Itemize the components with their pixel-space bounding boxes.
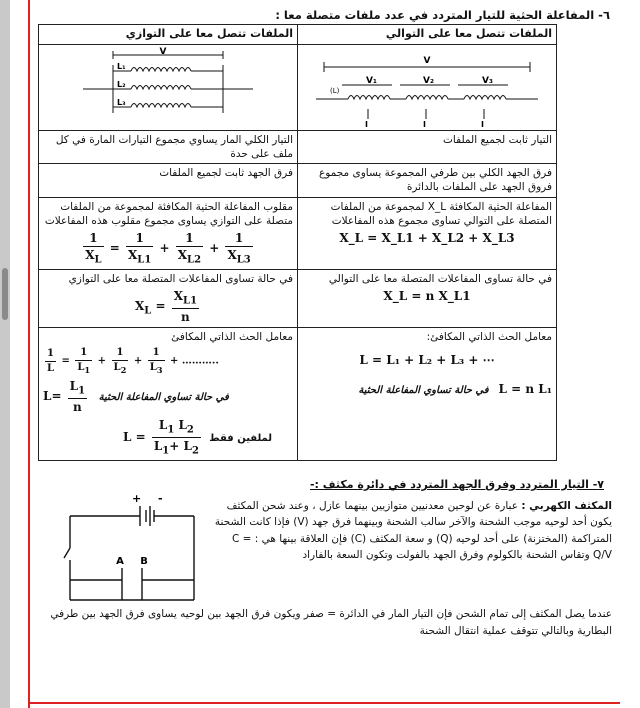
scrollbar-thumb[interactable] bbox=[2, 268, 8, 320]
reactance-series-text: المفاعلة الحثية المكافئة X_L لمجموعة من الملفات المتصلة على التوالي تساوى مجموع هذه المفاعلات bbox=[330, 200, 552, 227]
parallel-diagram-cell bbox=[39, 44, 298, 130]
label-L3: L₃ bbox=[117, 97, 126, 107]
battery-plus: + bbox=[132, 492, 142, 505]
equal-parallel-text: في حالة تساوى المفاعلات المتصلة معا على التوازي bbox=[68, 272, 293, 285]
voltage-series: فرق الجهد الكلي بين طرفي المجموعة يساوى مجموع فروق الجهد على الملفات بالدائرة bbox=[298, 164, 557, 197]
equal-series-cell bbox=[298, 269, 557, 327]
inductance-parallel-cell: معامل الحث الذاتي المكافئ $\frac{1}{L}$ = $\frac{1}{L_1}$ + $\frac{1}{L_2}$ + $\frac{1}{L_3}$ + ……….. L= $\frac{L_1}{n}$ في حالة تساوي المفاعلة الحثية L = $\frac{L_1 L_2}{L_1+ L_2}$ لملفين فقط bbox=[39, 328, 298, 461]
header-parallel: الملفات تتصل معا على التوازي bbox=[39, 25, 298, 45]
series-diagram-cell bbox=[298, 44, 557, 130]
label-Vp: V bbox=[159, 46, 167, 57]
inductance-parallel-eq: $\frac{1}{L}$ = $\frac{1}{L_1}$ + $\frac{1}{L_2}$ + $\frac{1}{L_3}$ + ……….. bbox=[47, 347, 219, 375]
inductance-series-note: في حالة تساوي المفاعلة الحثية bbox=[358, 384, 489, 396]
reactance-series-cell bbox=[298, 197, 557, 269]
reactance-parallel-cell bbox=[39, 197, 298, 269]
capacitor-circuit bbox=[62, 488, 202, 608]
page-border-bottom bbox=[28, 702, 620, 704]
label-V: V bbox=[423, 55, 431, 66]
reactance-parallel-eq: $\frac{1}{X_L}$ = $\frac{1}{X_{L1}}$ + $\frac{1}{X_{L2}}$ + $\frac{1}{X_{L3}}$ bbox=[85, 230, 251, 266]
inductance-table bbox=[38, 24, 557, 461]
two-coils-note: لملفين فقط bbox=[209, 433, 273, 445]
equal-parallel-eq: $X_L$ = $\frac{X_{L1}}{n}$ bbox=[134, 289, 198, 325]
battery-minus: - bbox=[158, 492, 163, 505]
label-L1: L₁ bbox=[117, 61, 126, 71]
label-I3: I bbox=[481, 119, 484, 127]
inductance-series-label: معامل الحث الذاتي المكافئ: bbox=[426, 331, 552, 344]
label-L: (L) bbox=[330, 86, 340, 95]
inductance-series-cell bbox=[298, 328, 557, 461]
plate-B: B bbox=[140, 556, 148, 567]
current-series: التيار ثابت لجميع الملفات bbox=[298, 130, 557, 163]
equal-parallel-cell bbox=[39, 269, 298, 327]
label-I2: I bbox=[423, 119, 426, 127]
label-V2: V₂ bbox=[423, 75, 434, 86]
inductance-parallel-label: معامل الحث الذاتي المكافئ bbox=[171, 331, 293, 344]
voltage-parallel: فرق الجهد ثابت لجميع الملفات bbox=[39, 164, 298, 197]
inductance-series-eq2: L = n L₁ bbox=[498, 381, 552, 396]
section-6-title: ٦- المفاعلة الحثية للتيار المتردد في عدد ملفات متصلة معا : bbox=[275, 8, 610, 22]
reactance-parallel-text: مقلوب المفاعلة الحثية المكافئة لمجموعة من الملفات متصلة على التوازي يساوى مجموع مقلوب هذه المفاعلات bbox=[44, 200, 293, 227]
inductance-series-eq: L = L₁ + L₂ + L₃ + ⋯ bbox=[359, 353, 495, 368]
capacitor-label: المكثف الكهربي : bbox=[521, 500, 612, 512]
ellipsis: ……….. bbox=[181, 355, 219, 367]
scrollbar[interactable] bbox=[0, 0, 10, 708]
capacitor-charging-text: عندما يصل المكثف إلى تمام الشحن فإن التيار المار في الدائرة = صفر ويكون فرق الجهد بين لوحيه يساوى فرق الجهد بين طرفي البطارية وبالتالي تتوقف عملية انتقال الشحنة bbox=[50, 608, 612, 637]
parallel-coils-diagram bbox=[43, 47, 293, 127]
page-border-left bbox=[28, 0, 30, 708]
capacitor-definition bbox=[210, 498, 612, 563]
section-7-title: ٧- التيار المتردد وفرق الجهد المتردد في دائرة مكثف :- bbox=[309, 478, 604, 491]
equal-series-text: في حالة تساوى المفاعلات المتصلة معا على التوالي bbox=[328, 272, 552, 285]
inductance-parallel-note: في حالة تساوي المفاعلة الحثية bbox=[98, 392, 229, 404]
header-series: الملفات تتصل معا على التوالي bbox=[298, 25, 557, 45]
series-coils-diagram bbox=[302, 47, 552, 127]
reactance-series-eq: X_L = X_L1 + X_L2 + X_L3 bbox=[339, 230, 515, 245]
equal-series-eq: X_L = n X_L1 bbox=[383, 289, 471, 304]
plate-A: A bbox=[116, 556, 124, 567]
label-L2: L₂ bbox=[117, 79, 126, 89]
label-I1: I bbox=[365, 119, 368, 127]
label-V1: V₁ bbox=[366, 75, 377, 86]
current-parallel: التيار الكلي المار يساوي مجموع التيارات المارة في كل ملف على حدة bbox=[39, 130, 298, 163]
label-V3: V₃ bbox=[482, 75, 493, 86]
capacitor-text: عبارة عن لوحين معدنيين متوازيين بينهما عازل ، وعند شحن المكثف يكون أحد لوحيه موجب الشحنة والآخر سالب الشحنة وبينهما فرق جهد (V) فإذا كانت الشحنة المتراكمة (المختزنة) على أحد لوحيه (Q) و سعة المكثف (C) فإن العلاقة بينها هي : C = Q/V وتقاس الشحنة بالكولوم وفرق الجهد بالفولت وتكون السعة بالفاراد bbox=[214, 500, 612, 561]
